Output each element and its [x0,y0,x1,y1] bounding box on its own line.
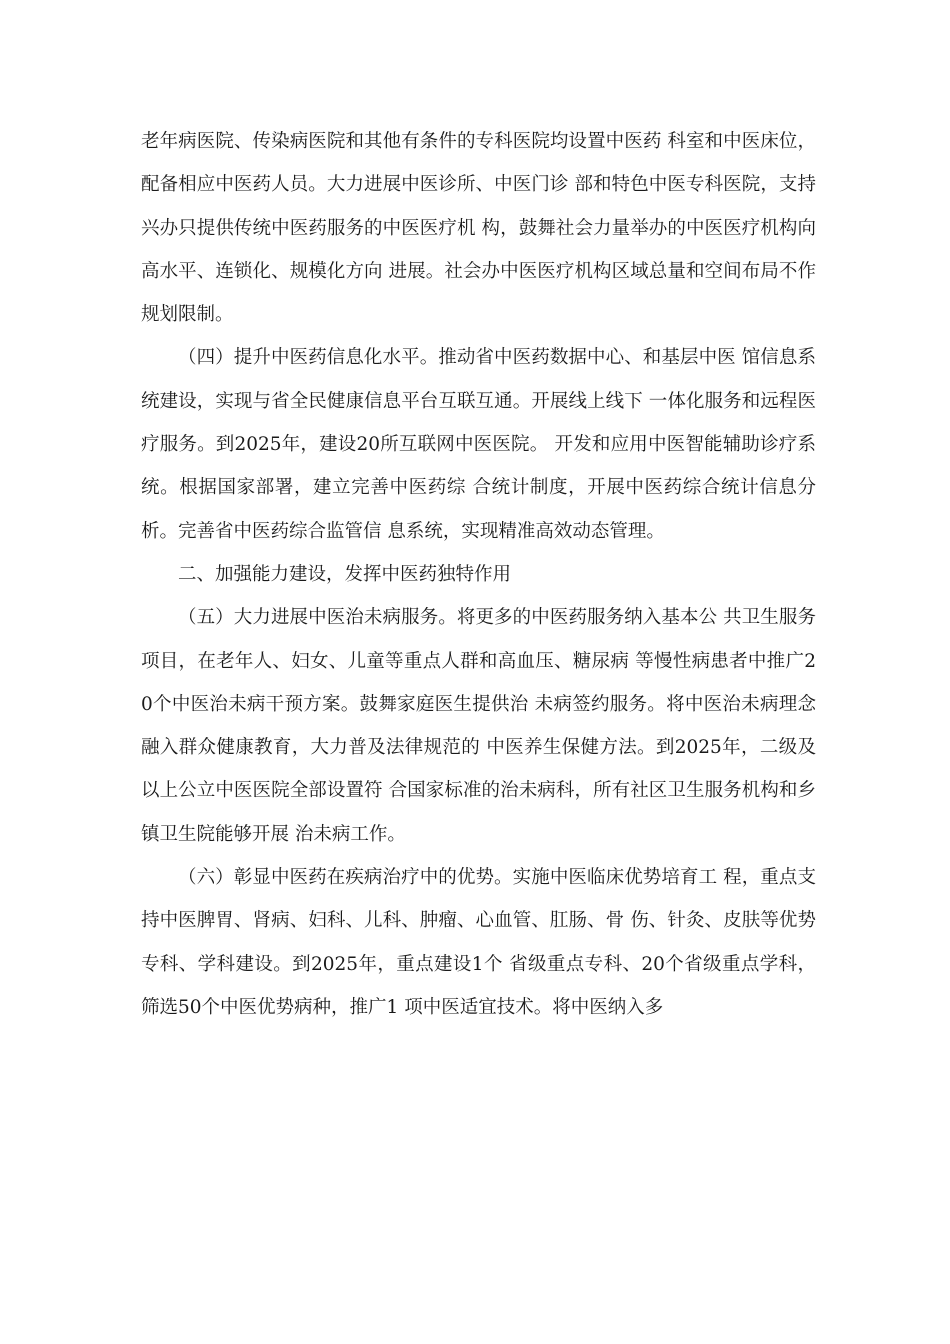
paragraph-disease-treatment-advantages: （六）彰显中医药在疾病治疗中的优势。实施中医临床优势培育工 程，重点支持中医脾胃、肾病、妇科、儿科、肿瘤、心血管、肛肠、骨 伤、针灸、皮肤等优势专科、学科建设。到2025年，重点建设1个 省级重点专科、20个省级重点学科，筛选50个中医优势病种，推广1 项中医适宜技术。将中医纳入多 [141,867,816,1018]
paragraph-hospital-departments: 老年病医院、传染病医院和其他有条件的专科医院均设置中医药 科室和中医床位，配备相应中医药人员。大力进展中医诊所、中医门诊 部和特色中医专科医院，支持兴办只提供传统中医药服务的中医医疗机 构，鼓舞社会力量举办的中医医疗机构向高水平、连锁化、规模化方向 进展。社会办中医医疗机构区域总量和空间布局不作规划限制。 [141,131,816,326]
paragraph-preventive-treatment: （五）大力进展中医治未病服务。将更多的中医药服务纳入基本公 共卫生服务项目，在老年人、妇女、儿童等重点人群和高血压、糖尿病 等慢性病患者中推广20个中医治未病干预方案。鼓舞家庭医生提供治 未病签约服务。将中医治未病理念融入群众健康教育，大力普及法律规范的 中医养生保健方法。到2025年，二级及以上公立中医医院全部设置符 合国家标准的治未病科，所有社区卫生服务机构和乡镇卫生院能够开展 治未病工作。 [141,607,816,845]
section-heading-capacity-building: 二、加强能力建设，发挥中医药独特作用 [178,563,512,585]
document-body [141,120,816,1029]
paragraph-informatization: （四）提升中医药信息化水平。推动省中医药数据中心、和基层中医 馆信息系统建设，实现与省全民健康信息平台互联互通。开展线上线下 一体化服务和远程医疗服务。到2025年，建设20所互联网中医医院。 开发和应用中医智能辅助诊疗系统。根据国家部署，建立完善中医药综 合统计制度，开展中医药综合统计信息分析。完善省中医药综合监管信 息系统，实现精准高效动态管理。 [141,347,816,542]
